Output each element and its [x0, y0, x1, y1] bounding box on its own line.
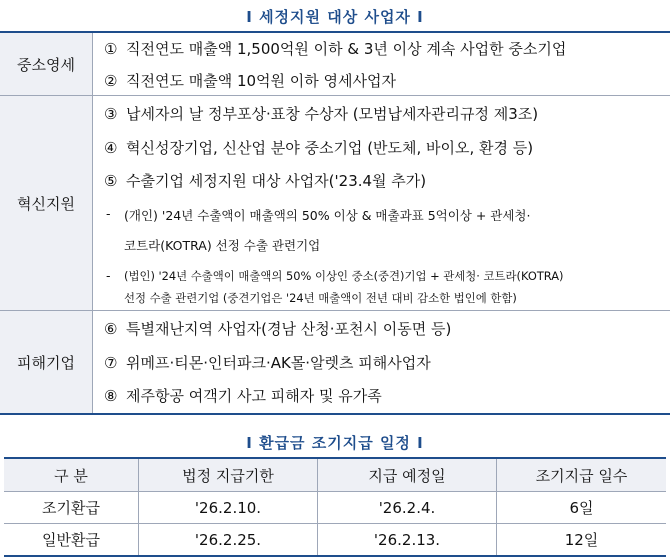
category-label: 피해기업 [17, 353, 75, 372]
table-cell: 일반환급 [4, 524, 139, 557]
item-text: 제주항공 여객기 사고 피해자 및 유가족 [126, 387, 382, 405]
note-line: (개인) '24년 수출액이 매출액의 50% 이상 & 매출과표 5억이상 + 관세청· [124, 208, 531, 223]
item-number: ④ [104, 139, 118, 157]
section-title-support-targets: Ⅰ 세정지원 대상 사업자 Ⅰ [246, 8, 424, 26]
column-header: 지급 예정일 [318, 458, 497, 492]
note-bullet: - [106, 268, 111, 283]
item-text: 수출기업 세정지원 대상 사업자('23.4월 추가) [126, 172, 427, 190]
category-label: 중소영세 [17, 55, 75, 74]
list-item [104, 38, 566, 59]
refund-schedule-table [4, 457, 666, 557]
item-text: 납세자의 날 정부포상·표창 수상자 (모범납세자관리규정 제3조) [126, 105, 539, 123]
category-label: 혁신지원 [17, 194, 75, 213]
note-line: 코트라(KOTRA) 선정 수출 관련기업 [124, 238, 321, 253]
item-number: ⑦ [104, 354, 118, 372]
note-line: (법인) '24년 수출액이 매출액의 50% 이상인 중소(중견)기업 + 관세청· 코트라(KOTRA) [124, 269, 564, 283]
list-item [104, 318, 451, 339]
column-header: 구 분 [4, 458, 139, 492]
list-item [104, 137, 533, 158]
item-text: 직전연도 매출액 10억원 이하 영세사업자 [126, 72, 397, 90]
list-item [104, 385, 382, 406]
table-cell: 12일 [497, 524, 667, 557]
table-cell: '26.2.4. [318, 492, 497, 524]
category-sme [0, 33, 93, 95]
category-damaged [0, 311, 93, 413]
list-item [104, 70, 396, 91]
item-number: ⑤ [104, 172, 118, 190]
table-row [4, 492, 666, 524]
category-innovation [0, 96, 93, 310]
table-cell: '26.2.10. [139, 492, 318, 524]
list-item [104, 170, 426, 191]
column-header: 조기지급 일수 [497, 458, 667, 492]
list-item [104, 103, 538, 124]
top-border [0, 31, 670, 33]
table-header-row [4, 458, 666, 492]
row-divider [0, 310, 670, 311]
item-number: ③ [104, 105, 118, 123]
item-text: 직전연도 매출액 1,500억원 이하 & 3년 이상 계속 사업한 중소기업 [126, 40, 567, 58]
table-row [4, 524, 666, 557]
section-title-refund-schedule: Ⅰ 환급금 조기지급 일정 Ⅰ [246, 434, 424, 452]
item-number: ⑥ [104, 320, 118, 338]
table-cell: 조기환급 [4, 492, 139, 524]
item-text: 특별재난지역 사업자(경남 산청·포천시 이동면 등) [126, 320, 452, 338]
table-cell: '26.2.13. [318, 524, 497, 557]
item-text: 혁신성장기업, 신산업 분야 중소기업 (반도체, 바이오, 환경 등) [126, 139, 534, 157]
bottom-border [0, 413, 670, 415]
row-divider [0, 95, 670, 96]
table-cell: 6일 [497, 492, 667, 524]
item-text: 위메프·티몬·인터파크·AK몰·알렛츠 피해사업자 [126, 354, 431, 372]
list-item [104, 352, 431, 373]
note-line: 선정 수출 관련기업 (중견기업은 '24년 매출액이 전년 대비 감소한 법인에 한함) [124, 291, 517, 305]
item-number: ① [104, 40, 118, 58]
table-cell: '26.2.25. [139, 524, 318, 557]
item-number: ⑧ [104, 387, 118, 405]
item-number: ② [104, 72, 118, 90]
column-header: 법정 지급기한 [139, 458, 318, 492]
note-bullet: - [106, 206, 111, 221]
